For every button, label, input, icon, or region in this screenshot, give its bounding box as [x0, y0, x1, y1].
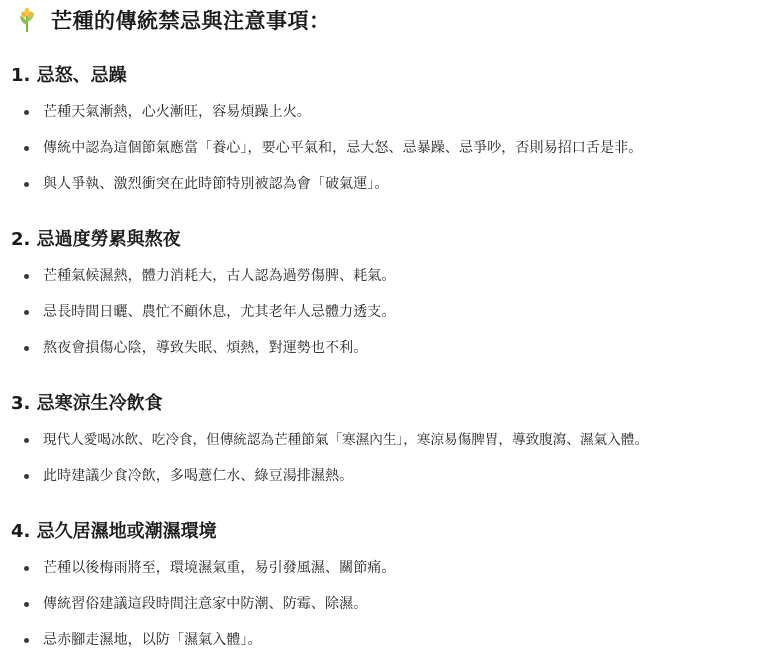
list-item-text: 現代人愛喝冰飲、吃冷食，但傳統認為芒種節氣「寒濕內生」，寒涼易傷脾胃，導致腹瀉、濕氣入體。: [43, 432, 648, 448]
list-item: [0, 173, 763, 195]
rice-sprout-icon: [16, 7, 38, 33]
list-item-text: 此時建議少食冷飲，多喝薏仁水、綠豆湯排濕熱。: [43, 468, 354, 484]
bullet-dot-icon: [24, 438, 29, 443]
section-heading: 4. 忌久居濕地或潮濕環境: [11, 521, 217, 542]
bullet-dot-icon: [24, 310, 29, 315]
list-item: [0, 265, 763, 287]
list-item-text: 傳統習俗建議這段時間注意家中防潮、防霉、除濕。: [43, 596, 368, 612]
bullet-dot-icon: [24, 182, 29, 187]
list-item: [0, 137, 763, 159]
title-row: [16, 4, 331, 36]
bullet-dot-icon: [24, 146, 29, 151]
section-heading: 1. 忌怒、忌躁: [11, 65, 127, 86]
list-item: [0, 629, 763, 651]
list-item: [0, 465, 763, 487]
list-item: [0, 301, 763, 323]
list-item-text: 忌長時間日曬、農忙不顧休息，尤其老年人忌體力透支。: [43, 304, 396, 320]
list-item: [0, 593, 763, 615]
list-item-text: 芒種氣候濕熱，體力消耗大，古人認為過勞傷脾、耗氣。: [43, 268, 396, 284]
list-item: [0, 337, 763, 359]
bullet-dot-icon: [24, 274, 29, 279]
bullet-dot-icon: [24, 474, 29, 479]
list-item: [0, 429, 763, 451]
page-title: 芒種的傳統禁忌與注意事項：: [51, 9, 331, 33]
bullet-dot-icon: [24, 110, 29, 115]
list-item: [0, 557, 763, 579]
list-item: [0, 101, 763, 123]
bullet-dot-icon: [24, 602, 29, 607]
bullet-dot-icon: [24, 638, 29, 643]
bullet-dot-icon: [24, 346, 29, 351]
list-item-text: 芒種天氣漸熱，心火漸旺，容易煩躁上火。: [43, 104, 311, 120]
list-item-text: 忌赤腳走濕地，以防「濕氣入體」。: [43, 632, 262, 648]
list-item-text: 熬夜會損傷心陰，導致失眠、煩熱，對運勢也不利。: [43, 340, 368, 356]
list-item-text: 與人爭執、激烈衝突在此時節特別被認為會「破氣運」。: [43, 176, 389, 192]
section-heading: 3. 忌寒涼生冷飲食: [11, 393, 163, 414]
list-item-text: 芒種以後梅雨將至，環境濕氣重，易引發風濕、關節痛。: [43, 560, 396, 576]
bullet-dot-icon: [24, 566, 29, 571]
section-heading: 2. 忌過度勞累與熬夜: [11, 229, 181, 250]
list-item-text: 傳統中認為這個節氣應當「養心」，要心平氣和，忌大怒、忌暴躁、忌爭吵，否則易招口舌是非。: [43, 140, 643, 156]
